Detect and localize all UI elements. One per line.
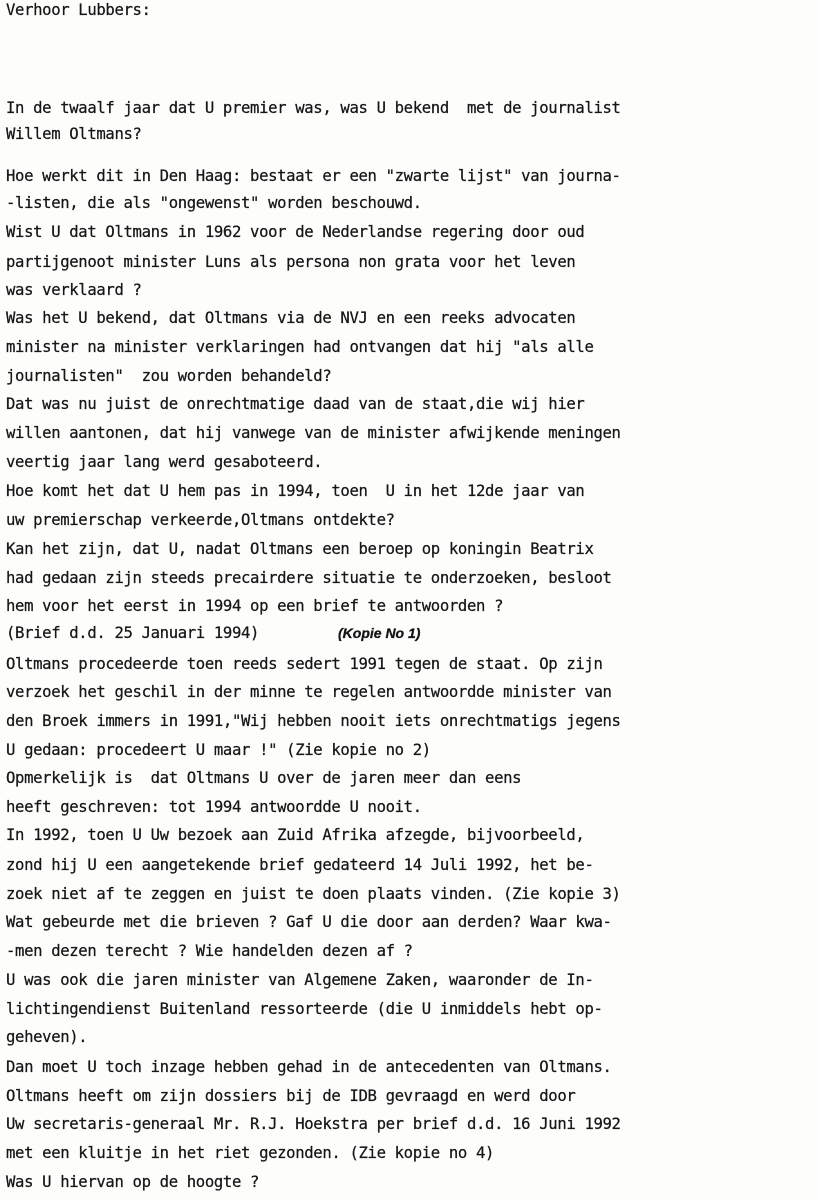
text-line: -listen, die als "ongewenst" worden beschouwd.	[6, 194, 422, 212]
text-line: In de twaalf jaar dat U premier was, was U bekend met de journalist	[6, 99, 621, 117]
text-line: Wat gebeurde met die brieven ? Gaf U die door aan derden? Waar kwa-	[6, 913, 612, 931]
text-line: -men dezen terecht ? Wie handelden dezen af ?	[6, 942, 413, 960]
text-line: geheven).	[6, 1028, 88, 1046]
text-line: Uw secretaris-generaal Mr. R.J. Hoekstra per brief d.d. 16 Juni 1992	[6, 1115, 621, 1133]
text-line: Dan moet U toch inzage hebben gehad in de antecedenten van Oltmans.	[6, 1058, 612, 1076]
text-line: was verklaard ?	[6, 281, 142, 299]
document-header: Verhoor Lubbers:	[6, 1, 151, 19]
text-line: minister na minister verklaringen had ontvangen dat hij "als alle	[6, 338, 594, 356]
text-line: (Brief d.d. 25 Januari 1994)	[6, 624, 260, 642]
text-line: partijgenoot minister Luns als persona non grata voor het leven	[6, 253, 576, 271]
text-line: U was ook die jaren minister van Algemene Zaken, waaronder de In-	[6, 971, 594, 989]
text-line: hem voor het eerst in 1994 op een brief te antwoorden ?	[6, 597, 504, 615]
text-line: den Broek immers in 1991,"Wij hebben nooit iets onrechtmatigs jegens	[6, 712, 621, 730]
text-line: Willem Oltmans?	[6, 125, 142, 143]
text-line: willen aantonen, dat hij vanwege van de minister afwijkende meningen	[6, 424, 621, 442]
text-line: met een kluitje in het riet gezonden. (Zie kopie no 4)	[6, 1144, 495, 1162]
text-line: Hoe werkt dit in Den Haag: bestaat er een "zwarte lijst" van journa-	[6, 167, 621, 185]
text-line: Wist U dat Oltmans in 1962 voor de Nederlandse regering door oud	[6, 223, 585, 241]
text-line: uw premierschap verkeerde,Oltmans ontdekte?	[6, 511, 395, 529]
text-line: zoek niet af te zeggen en juist te doen plaats vinden. (Zie kopie 3)	[6, 885, 621, 903]
text-line: U gedaan: procedeert U maar !" (Zie kopie no 2)	[6, 741, 431, 759]
text-line: lichtingendienst Buitenland ressorteerde (die U inmiddels hebt op-	[6, 1000, 603, 1018]
text-line: In 1992, toen U Uw bezoek aan Zuid Afrika afzegde, bijvoorbeeld,	[6, 826, 585, 844]
text-line: had gedaan zijn steeds precairdere situatie te onderzoeken, besloot	[6, 569, 612, 587]
text-line: Dat was nu juist de onrechtmatige daad van de staat,die wij hier	[6, 395, 585, 413]
text-line: heeft geschreven: tot 1994 antwoordde U nooit.	[6, 798, 422, 816]
text-line: verzoek het geschil in der minne te regelen antwoordde minister van	[6, 683, 612, 701]
text-line: Hoe komt het dat U hem pas in 1994, toen U in het 12de jaar van	[6, 482, 585, 500]
text-line: Oltmans heeft om zijn dossiers bij de IDB gevraagd en werd door	[6, 1087, 576, 1105]
text-line: zond hij U een aangetekende brief gedateerd 14 Juli 1992, het be-	[6, 856, 594, 874]
text-line: Oltmans procedeerde toen reeds sedert 1991 tegen de staat. Op zijn	[6, 655, 603, 673]
text-line: Was het U bekend, dat Oltmans via de NVJ en een reeks advocaten	[6, 309, 576, 327]
text-line: veertig jaar lang werd gesaboteerd.	[6, 453, 323, 471]
text-line: Kan het zijn, dat U, nadat Oltmans een beroep op koningin Beatrix	[6, 540, 594, 558]
text-line: Was U hiervan op de hoogte ?	[6, 1173, 260, 1191]
text-line: journalisten" zou worden behandeld?	[6, 367, 332, 385]
handwritten-annotation: (Kopie No 1)	[338, 625, 421, 641]
text-line: Opmerkelijk is dat Oltmans U over de jaren meer dan eens	[6, 769, 522, 787]
